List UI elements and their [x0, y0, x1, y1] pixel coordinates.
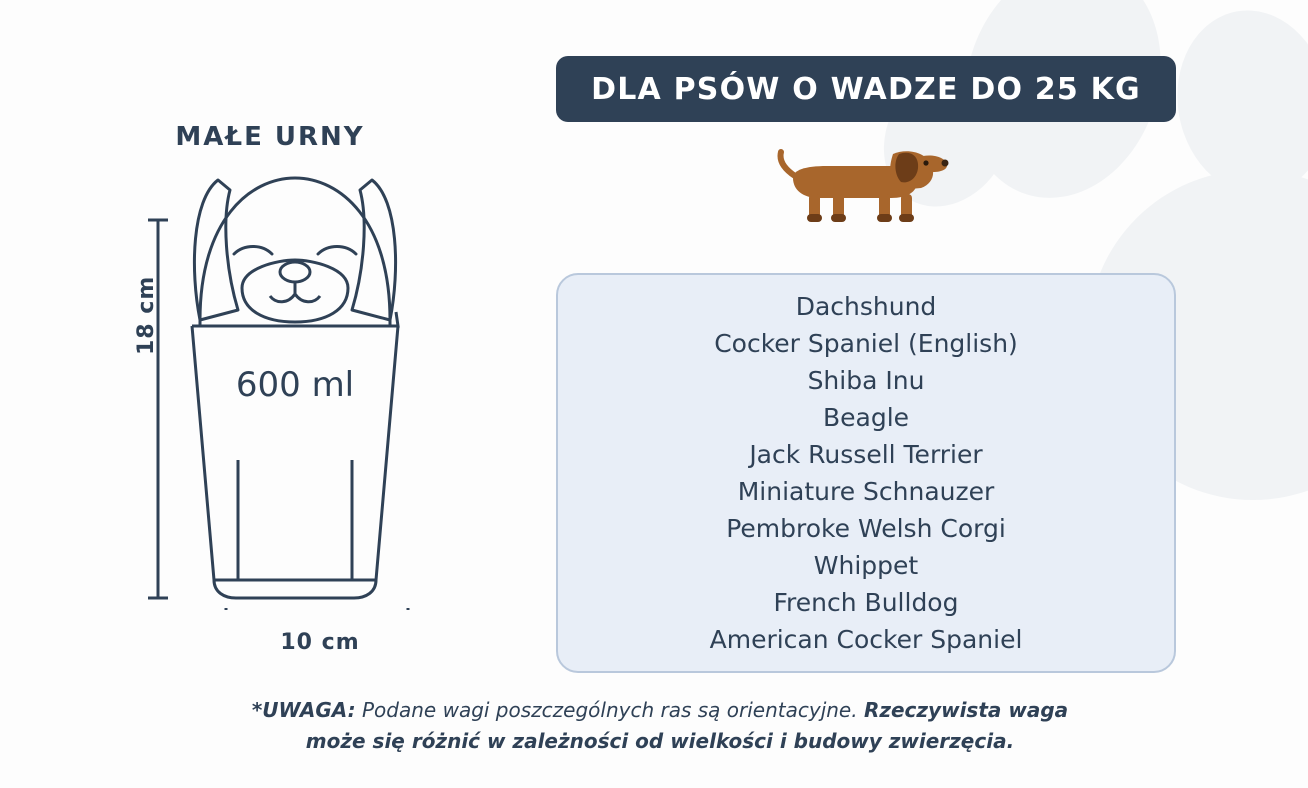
list-item: Dachshund	[795, 292, 937, 321]
footnote-lead: *UWAGA:	[251, 698, 356, 722]
urn-volume-label: 600 ml	[235, 365, 355, 405]
weight-category-banner: DLA PSÓW O WADZE DO 25 KG	[556, 56, 1176, 122]
breed-list-panel	[556, 273, 1176, 673]
urn-width-label: 10 cm	[280, 630, 360, 655]
footnote-text: Podane wagi poszczególnych ras są orientacyjne.	[355, 698, 864, 722]
urn-section	[0, 0, 540, 788]
list-item: Whippet	[813, 551, 919, 580]
footnote	[230, 695, 1090, 757]
list-item: Jack Russell Terrier	[749, 440, 983, 469]
list-item: French Bulldog	[773, 588, 959, 617]
dachshund-icon	[775, 132, 955, 252]
list-item: Beagle	[822, 403, 910, 432]
list-item: Pembroke Welsh Corgi	[726, 514, 1006, 543]
urn-section-title: MAŁE URNY	[175, 122, 365, 152]
list-item: American Cocker Spaniel	[709, 625, 1023, 654]
urn-height-label: 18 cm	[134, 275, 159, 355]
list-item: Miniature Schnauzer	[737, 477, 995, 506]
list-item: Shiba Inu	[807, 366, 925, 395]
list-item: Cocker Spaniel (English)	[714, 329, 1018, 358]
footnote-strong: Rzeczywista waga może się różnić w zależności od wielkości i budowy zwierzęcia.	[305, 698, 1069, 753]
